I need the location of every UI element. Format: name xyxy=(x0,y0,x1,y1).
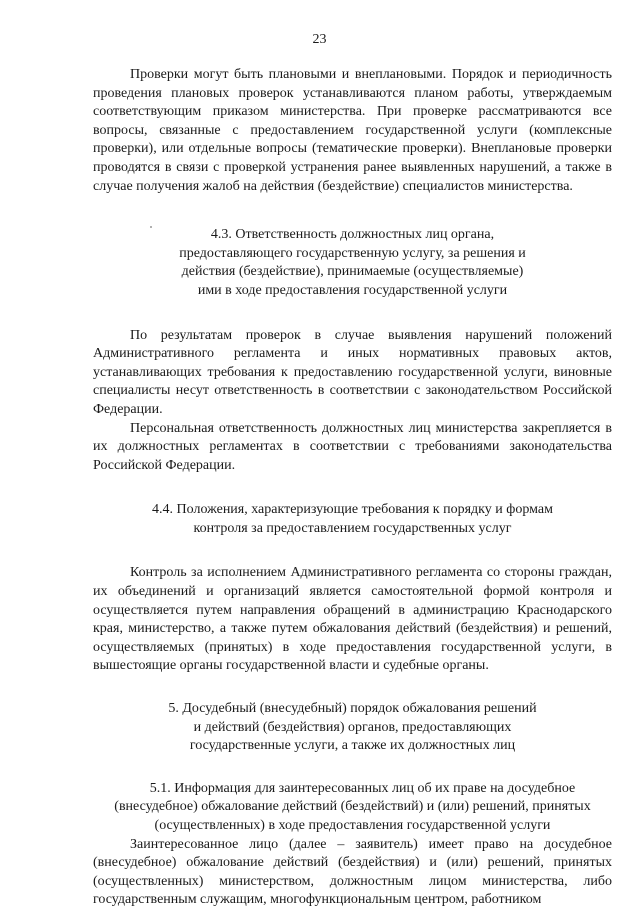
page-number: 23 xyxy=(312,32,327,47)
heading-line: 4.4. Положения, характеризующие требования к порядку и формам xyxy=(152,502,553,518)
heading-line: 5. Досудебный (внесудебный) порядок обжалования решений xyxy=(168,701,537,717)
paragraph-personal-responsibility: Персональная ответственность должностных лиц министерства закрепляется в их должностных регламентах в соответствии с требованиями законодательства Российской Федерации. xyxy=(93,420,612,473)
heading-line: 5.1. Информация для заинтересованных лиц об их праве на досудебное xyxy=(149,780,576,796)
heading-line: предоставляющего государственную услугу, за решения и xyxy=(179,245,526,261)
heading-line: контроля за предоставлением государственных услуг xyxy=(193,520,512,536)
paragraph-inspection-results: По результатам проверок в случае выявления нарушений положений Административного регламента и иных нормативных правовых актов, устанавливающих требования к предоставлению государственной услуги, виновные специалисты несут ответственность в соответствии с законодательством Российской Федерации. xyxy=(93,327,612,417)
paragraph-public-control: Контроль за исполнением Административного регламента со стороны граждан, их объединений и организаций является самостоятельной формой контроля и осуществляется путем направления обращений в администрацию Краснодарского края, министерство, а также путем обжалования действий (бездействия) и решений, осуществляемых (принятых) в ходе предоставления государственной услуги, в вышестоящие органы государственной власти и судебные органы. xyxy=(93,565,612,674)
section-heading-5-1 xyxy=(93,780,612,836)
section-heading-4-4 xyxy=(93,501,612,538)
paragraph-inspections: Проверки могут быть плановыми и внеплановыми. Порядок и периодичность проведения плановых проверок устанавливаются планом работы, утверждаемым соответствующим приказом министерства. При проверке рассматриваются все вопросы, связанные с предоставлением государственной услуги (комплексные проверки), или отдельные вопросы (тематические проверки). Внеплановые проверки проводятся в связи с проверкой устранения ранее выявленных нарушений, а также в случае получения жалоб на действия (бездействие) специалистов министерства. xyxy=(93,67,612,194)
section-heading-4-3 xyxy=(93,226,612,300)
heading-line: 4.3. Ответственность должностных лиц органа, xyxy=(210,227,495,243)
heading-line: действия (бездействие), принимаемые (осуществляемые) xyxy=(181,264,524,280)
heading-line: (внесудебное) обжалование действий (бездействий) и (или) решений, принятых xyxy=(114,799,591,815)
paragraph-appeal-right: Заинтересованное лицо (далее – заявитель) имеет право на досудебное (внесудебное) обжалование действий (бездействия) и (или) решений, принятых (осуществленных) министерством, должностным лицом министерства, либо государственным служащим, многофункциональным центром, работником xyxy=(93,836,612,908)
heading-line: и действий (бездействия) органов, предоставляющих xyxy=(193,719,512,735)
heading-line: (осуществленных) в ходе предоставления государственной услуги xyxy=(154,818,551,833)
section-heading-5 xyxy=(93,700,612,756)
heading-line: государственные услуги, а также их должностных лиц xyxy=(189,738,516,754)
page-content xyxy=(93,66,612,910)
heading-line: ими в ходе предоставления государственной услуги xyxy=(197,282,508,298)
